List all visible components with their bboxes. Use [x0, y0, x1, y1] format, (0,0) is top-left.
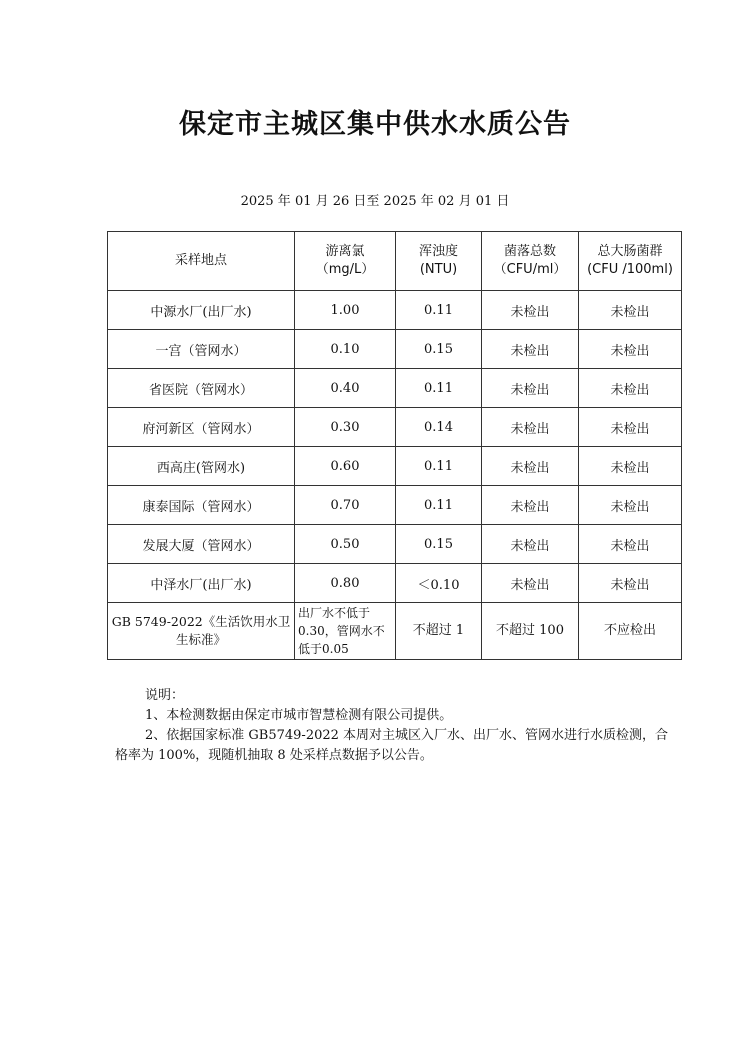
- standard-coliform: 不应检出: [579, 603, 682, 660]
- cell-colony: 未检出: [482, 369, 579, 408]
- header-coliform-label: 总大肠菌群: [597, 244, 663, 259]
- cell-coliform: 未检出: [579, 525, 682, 564]
- table-row: [108, 525, 682, 564]
- cell-chlorine: 0.60: [295, 447, 396, 486]
- cell-chlorine: 0.10: [295, 330, 396, 369]
- cell-colony: 未检出: [482, 330, 579, 369]
- cell-colony: 未检出: [482, 291, 579, 330]
- cell-chlorine: 0.40: [295, 369, 396, 408]
- standard-row: [108, 603, 682, 660]
- cell-turbidity: 0.11: [396, 486, 482, 525]
- table-row: [108, 408, 682, 447]
- cell-turbidity: ＜0.10: [396, 564, 482, 603]
- cell-coliform: 未检出: [579, 408, 682, 447]
- table-row: [108, 447, 682, 486]
- cell-coliform: 未检出: [579, 564, 682, 603]
- cell-coliform: 未检出: [579, 486, 682, 525]
- header-chlorine-label: 游离氯: [325, 244, 365, 259]
- cell-site: 一宫（管网水）: [108, 330, 295, 369]
- header-coliform: [579, 232, 682, 291]
- cell-chlorine: 1.00: [295, 291, 396, 330]
- standard-turbidity: 不超过 1: [396, 603, 482, 660]
- table-row: [108, 291, 682, 330]
- header-colony-unit: （CFU/ml）: [493, 262, 567, 277]
- cell-coliform: 未检出: [579, 291, 682, 330]
- standard-chlorine: 出厂水不低于0.30，管网水不低于0.05: [295, 603, 396, 660]
- water-quality-table: [107, 231, 682, 660]
- header-turbidity: [396, 232, 482, 291]
- cell-turbidity: 0.15: [396, 330, 482, 369]
- header-chlorine-unit: （mg/L）: [315, 262, 375, 277]
- cell-colony: 未检出: [482, 408, 579, 447]
- cell-turbidity: 0.11: [396, 447, 482, 486]
- notes-section: [115, 686, 675, 766]
- standard-name: GB 5749-2022《生活饮用水卫生标准》: [108, 603, 295, 660]
- cell-turbidity: 0.14: [396, 408, 482, 447]
- cell-site: 府河新区（管网水）: [108, 408, 295, 447]
- cell-colony: 未检出: [482, 564, 579, 603]
- header-chlorine: [295, 232, 396, 291]
- cell-site: 中泽水厂(出厂水): [108, 564, 295, 603]
- cell-colony: 未检出: [482, 486, 579, 525]
- cell-chlorine: 0.50: [295, 525, 396, 564]
- page-title: 保定市主城区集中供水水质公告: [179, 109, 571, 140]
- cell-colony: 未检出: [482, 447, 579, 486]
- header-coliform-unit: (CFU /100ml): [587, 262, 673, 277]
- header-site-label: 采样地点: [174, 253, 227, 268]
- table-row: [108, 564, 682, 603]
- cell-site: 中源水厂(出厂水): [108, 291, 295, 330]
- cell-turbidity: 0.11: [396, 291, 482, 330]
- standard-colony: 不超过 100: [482, 603, 579, 660]
- table-row: [108, 330, 682, 369]
- cell-coliform: 未检出: [579, 330, 682, 369]
- header-turbidity-unit: (NTU): [419, 262, 458, 277]
- cell-turbidity: 0.11: [396, 369, 482, 408]
- header-colony: [482, 232, 579, 291]
- notes-heading: 说明：: [145, 688, 185, 703]
- note-item: 2、依据国家标准 GB5749-2022 本周对主城区入厂水、出厂水、管网水进行水质检测，合格率为 100%，现随机抽取 8 处采样点数据予以公告。: [115, 728, 669, 763]
- cell-colony: 未检出: [482, 525, 579, 564]
- table-header-row: [108, 232, 682, 291]
- cell-coliform: 未检出: [579, 447, 682, 486]
- cell-site: 西高庄(管网水): [108, 447, 295, 486]
- cell-site: 发展大厦（管网水）: [108, 525, 295, 564]
- cell-chlorine: 0.30: [295, 408, 396, 447]
- cell-chlorine: 0.80: [295, 564, 396, 603]
- table-row: [108, 486, 682, 525]
- note-item: 1、本检测数据由保定市城市智慧检测有限公司提供。: [145, 708, 453, 723]
- cell-coliform: 未检出: [579, 369, 682, 408]
- date-range: 2025 年 01 月 26 日至 2025 年 02 月 01 日: [240, 194, 510, 209]
- header-site: [108, 232, 295, 291]
- table-row: [108, 369, 682, 408]
- cell-turbidity: 0.15: [396, 525, 482, 564]
- header-colony-label: 菌落总数: [503, 244, 556, 259]
- header-turbidity-label: 浑浊度: [418, 244, 458, 259]
- cell-chlorine: 0.70: [295, 486, 396, 525]
- cell-site: 省医院（管网水）: [108, 369, 295, 408]
- cell-site: 康泰国际（管网水）: [108, 486, 295, 525]
